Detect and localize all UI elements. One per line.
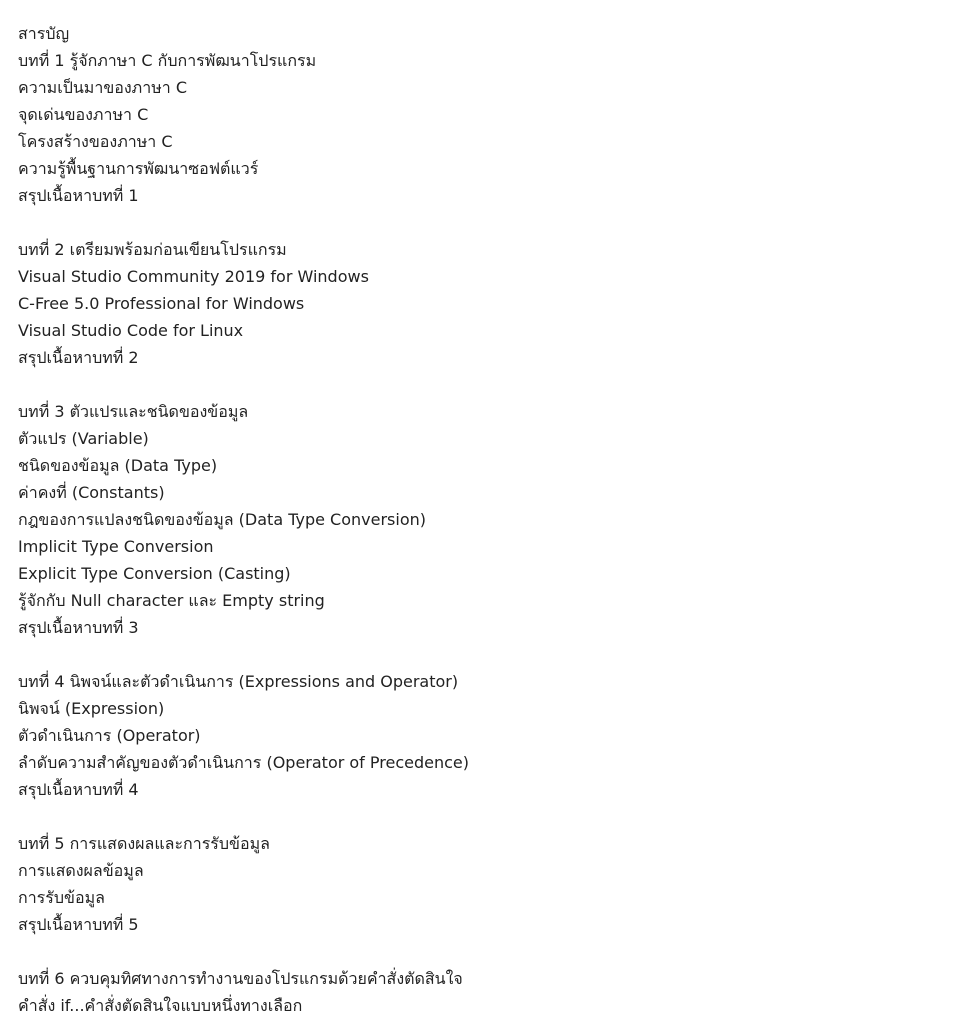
toc-entry: ตัวแปร (Variable): [18, 429, 149, 448]
chapter-heading: บทที่ 1 รู้จักภาษา C กับการพัฒนาโปรแกรม: [18, 51, 317, 70]
toc-entry: ลำดับความสำคัญของตัวดำเนินการ (Operator of Precedence): [18, 753, 469, 772]
chapter-heading: บทที่ 4 นิพจน์และตัวดำเนินการ (Expressions and Operator): [18, 672, 459, 691]
toc-entry: จุดเด่นของภาษา C: [18, 105, 149, 124]
toc-title: สารบัญ: [18, 24, 70, 43]
toc-entry: Implicit Type Conversion: [18, 537, 214, 556]
chapter-heading: บทที่ 3 ตัวแปรและชนิดของข้อมูล: [18, 402, 249, 421]
toc-entry: รู้จักกับ Null character และ Empty string: [18, 591, 325, 610]
toc-entry: สรุปเนื้อหาบทที่ 2: [18, 348, 139, 367]
toc-entry: ค่าคงที่ (Constants): [18, 483, 165, 502]
chapter-4: [18, 668, 960, 803]
chapter-heading: บทที่ 5 การแสดงผลและการรับข้อมูล: [18, 834, 270, 853]
toc-entry: การรับข้อมูล: [18, 888, 105, 907]
toc-entry: การแสดงผลข้อมูล: [18, 861, 144, 880]
toc-entry: Explicit Type Conversion (Casting): [18, 564, 291, 583]
chapter-heading: บทที่ 2 เตรียมพร้อมก่อนเขียนโปรแกรม: [18, 240, 287, 259]
chapter-3: [18, 398, 960, 641]
toc-entry: C-Free 5.0 Professional for Windows: [18, 294, 305, 313]
toc-entry: คำสั่ง if...คำสั่งตัดสินใจแบบหนึ่งทางเลือก: [18, 996, 303, 1015]
toc-entry: สรุปเนื้อหาบทที่ 4: [18, 780, 139, 799]
chapter-5: [18, 830, 960, 938]
toc-entry: ชนิดของข้อมูล (Data Type): [18, 456, 218, 475]
toc-entry: นิพจน์ (Expression): [18, 699, 165, 718]
toc-entry: กฎของการแปลงชนิดของข้อมูล (Data Type Conversion): [18, 510, 426, 529]
toc-entry: สรุปเนื้อหาบทที่ 5: [18, 915, 139, 934]
toc-entry: ตัวดำเนินการ (Operator): [18, 726, 201, 745]
toc-entry: สรุปเนื้อหาบทที่ 1: [18, 186, 139, 205]
chapter-2: [18, 236, 960, 371]
chapter-1: [18, 47, 960, 209]
toc-entry: โครงสร้างของภาษา C: [18, 132, 173, 151]
toc-entry: ความรู้พื้นฐานการพัฒนาซอฟต์แวร์: [18, 159, 259, 178]
toc-entry: สรุปเนื้อหาบทที่ 3: [18, 618, 139, 637]
toc-entry: ความเป็นมาของภาษา C: [18, 78, 187, 97]
toc-entry: Visual Studio Community 2019 for Windows: [18, 267, 369, 286]
toc-entry: Visual Studio Code for Linux: [18, 321, 244, 340]
chapter-heading: บทที่ 6 ควบคุมทิศทางการทำงานของโปรแกรมด้วยคำสั่งตัดสินใจ: [18, 969, 463, 988]
chapter-6: [18, 965, 960, 1019]
